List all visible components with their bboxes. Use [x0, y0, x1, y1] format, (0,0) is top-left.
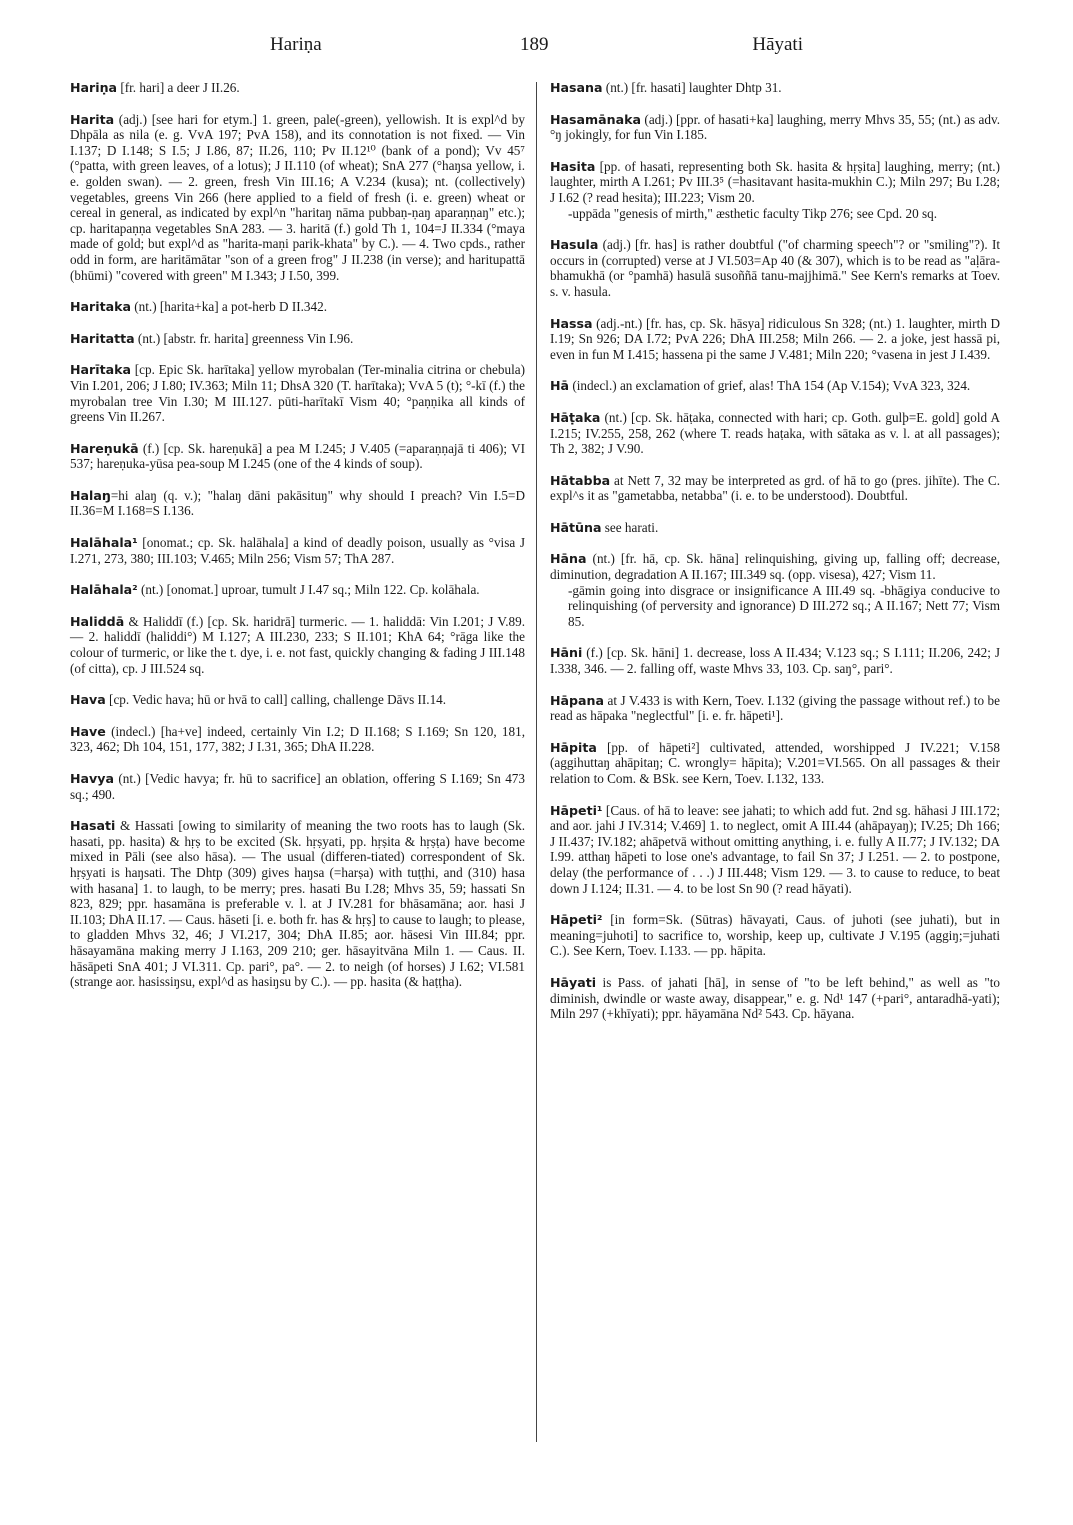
dictionary-entry [70, 362, 525, 424]
entry-definition: [cp. Epic Sk. harītaka] yellow myrobalan (Ter-minalia citrina or chebula) Vin I.201, 206; J I.80; IV.363; Miln 11; DhsA 320 (T. harītaka); VvA 5 (t); °-kī (f.) the myrobalan tree Vin I.30; M III.127. pūti-harītakī Vism 40; °paṇṇika all kinds of greens Vin II.267. [70, 362, 525, 425]
entry-headword: Halāhala² [70, 582, 138, 598]
entry-definition: [fr. hari] a deer J II.26. [117, 80, 240, 95]
entry-definition: [pp. of hasati, representing both Sk. hasita & hṛṣita] laughing, merry; (nt.) laughter, mirth A I.261; Pv III.3⁵ (=hasitavant hasita-mukhin C.); Miln 297; Bu I.28; J I.62 (? read hesita); III.223; Vism 20. [550, 158, 1000, 205]
entry-definition: (nt.) [abstr. fr. harita] greenness Vin I.96. [134, 330, 354, 346]
dictionary-entry [70, 299, 525, 315]
entry-headword: Harītaka [70, 362, 131, 378]
entry-headword: Hāni [550, 645, 583, 661]
entry-definition: & Haliddī (f.) [cp. Sk. haridrā] turmeric. — 1. haliddā: Vin I.201; J V.89. — 2. haliddī (haliddi°) M I.127; A III.230, 233; S II.101; KhA 64; °rāga like the colour of turmeric, or like the t. dye, i. e. not fast, quickly changing & fading J III.148 (of citta), cp. J III.524 sq. [70, 613, 525, 676]
entry-headword: Hasita [550, 158, 596, 174]
dictionary-entry [70, 488, 525, 519]
page-number: 189 [520, 34, 549, 55]
dictionary-entry [550, 975, 1000, 1022]
dictionary-entry [550, 520, 1000, 536]
entry-headword: Hassa [550, 315, 593, 331]
entry-definition: =hi alaŋ (q. v.); "halaŋ dāni pakāsituŋ" why should I preach? Vin I.5=D II.36=M I.168=S I.136. [70, 487, 525, 519]
column-divider [536, 82, 537, 1442]
entry-headword: Hasati [70, 818, 116, 834]
entry-headword: Harita [70, 111, 115, 127]
entry-definition: [Caus. of hā to leave: see jahati; to which add fut. 2nd sg. hāhasi J III.172; and aor. jahi J IV.314; V.469] 1. to neglect, omit A III.44 (ahāpayaŋ); IV.25; Dh 166; J II.437; IV.182; ahāpetvā without omitting anything, i. e. fully A II.77; J IV.132; DA I.99. atthaŋ hāpeti to lose one's advantage, to fail Sn 37; J I.251. — 2. to postpone, delay (the performance of . . .) J III.448; Vism 129. — 3. to cause to reduce, to beat down J I.124; II.31. — 4. to be lost Sn 90 (? read hāyati). [550, 802, 1000, 896]
entry-definition: is Pass. of jahati [hā], in sense of "to be left behind," as well as "to diminish, dwindle or waste away, disappear," e. g. Nd¹ 147 (+pari°, antaradhā-yati); Miln 297 (+khīyati); ppr. hāyamāna Nd² 543. Cp. hāyana. [550, 974, 1000, 1022]
entry-headword: Hava [70, 692, 106, 708]
dictionary-entry [550, 693, 1000, 724]
entry-definition: (nt.) [onomat.] uproar, tumult J I.47 sq.; Miln 122. Cp. kolāhala. [137, 582, 480, 598]
entry-headword: Hasamānaka [550, 111, 641, 127]
entry-definition: (f.) [cp. Sk. hareṇukā] a pea M I.245; J V.405 (=aparaṇṇajā ti 406); VI 537; hareṇuka-yūsa pea-soup M I.245 (one of the 4 kinds of soup). [70, 440, 525, 472]
dictionary-entry [70, 582, 525, 598]
entry-headword: Have [70, 723, 106, 739]
entry-definition: at J V.433 is with Kern, Toev. I.132 (giving the passage without ref.) to be read as hāpaka "neglectful" [i. e. fr. hāpeti¹]. [550, 692, 1000, 724]
entry-definition: see harati. [601, 519, 659, 535]
dictionary-entry [70, 724, 525, 755]
entry-headword: Hātūna [550, 519, 602, 535]
dictionary-entry [550, 912, 1000, 959]
entry-definition: (adj.) [see hari for etym.] 1. green, pale(-green), yellowish. It is expl^d by Dhpāla as nila (e. g. VvA 197; PvA 158), and its connotation is not fixed. — Vin I.137; D I.148; S I.5; J I.86, 87; II.26, 110; Pv II.12¹⁰ (bank of a pond); Vv 45⁷ (°patta, with green leaves, of a lotus); J II.110 (of wheat); SnA 277 (°haŋsa yellow, i. e. golden swan). — 2. green, fresh Vin III.16; A V.234 (kusa); nt. (collectively) vegetables, greens Vin 266 (here applied to a field of fresh (i. e. green) wheat or cereal in general, as indicated by expl^n "haritaŋ nāma pubbaṇ-ṇaŋ aparaṇṇaŋ" etc.); cp. haritapaṇṇa vegetables SnA 283. — 3. haritā (f.) gold Th 1, 104=J II.334 (°maya made of gold; but expl^d as "harita-maṇi parik-khata" by C.). — 4. Two cpds., rather odd in form, are haritāmātar "son of a green frog" J II.238 (in verse); and haritupattā (bhūmi) "covered with green" M I.343; J I.50, 399. [70, 111, 525, 283]
entry-headword: Hāpita [550, 739, 597, 755]
entry-headword: Hasana [550, 80, 603, 95]
dictionary-entry [70, 112, 525, 284]
entry-definition: (adj.-nt.) [fr. has, cp. Sk. hāsya] ridiculous Sn 328; (nt.) 1. laughter, mirth D I.19; Sn 926; DA I.72; PvA 226; DhA III.258; Miln 266. — 2. a joke, jest hassā pi, even in fun M I.415; hassena pi the same J V.481; Miln 220; °vasena in jest J I.439. [550, 315, 1000, 362]
entry-headword: Haritatta [70, 330, 135, 346]
dictionary-entry [70, 692, 525, 708]
dictionary-entry [550, 410, 1000, 457]
dictionary-entry [70, 535, 525, 566]
entry-headword: Hāpana [550, 692, 605, 708]
dictionary-entry [550, 159, 1000, 221]
entry-definition: (nt.) [cp. Sk. hāṭaka, connected with hari; cp. Goth. gulþ=E. gold] gold A I.215; IV.255, 258, 262 (where T. reads haṭaka, with sātaka as v. l. at all passages); Th 2, 382; J V.90. [550, 409, 1000, 457]
dictionary-entry [70, 614, 525, 676]
entry-definition: & Hassati [owing to similarity of meaning the two roots has to laugh (Sk. hasati, pp. hasita) & hṛṣ to be excited (Sk. hṛṣyati, pp. hṛṣita & hṛṣṭa) have become mixed in Pāli (see also hāsa). — The usual (differen-tiated) correspondent of Sk. hṛṣyati is haŋsati. The Dhtp (309) gives haŋsa (=harṣa) with tuṭṭhi, and (310) hasa with hasana] 1. to laugh, to be merry; pres. hasati Bu I.28; Mhvs 35, 59; hassati Sn 823, 829; ppr. hasamāna is preferable v. l. at J IV.281 for bhāsamāna; aor. hasi J II.103; DhA II.17. — Caus. hāseti [i. e. both fr. has & hṛṣ] to cause to laugh; to please, to gladden Mhvs 32, 46; J VI.217, 304; DhA II.85; aor. hāsesi Vin III.84; ppr. hāsayamāna making merry J I.163, 209 210; ger. hāsayitvāna Miln 1. — Caus. II. hāsāpeti SnA 401; J VI.311. Cp. pari°, pa°. — 2. to neigh (of horses) J I.62; VI.581 (strange aor. hasissiŋsu, expl^d as hasiŋsu by C.). — pp. hasita (& haṭṭha). [70, 818, 525, 990]
header-right-guideword: Hāyati [752, 34, 803, 55]
left-column [70, 80, 525, 1006]
entry-headword: Hariṇa [70, 80, 118, 95]
entry-definition: (nt.) [harita+ka] a pot-herb D II.342. [130, 299, 327, 315]
entry-headword: Hāyati [550, 974, 597, 990]
entry-headword: Halāhala¹ [70, 535, 138, 551]
dictionary-entry [70, 771, 525, 802]
dictionary-entry [550, 803, 1000, 897]
entry-headword: Haliddā [70, 613, 125, 629]
entry-compounds: -gāmin going into disgrace or insignificance A III.49 sq. -bhāgiya conducive to relinquishing (of perversity and ignorance) D III.272 sq.; A II.167; Nett 77; Vism 85. [568, 582, 1000, 629]
entry-headword: Haritaka [70, 299, 131, 315]
dictionary-entry [550, 237, 1000, 299]
entry-definition: (nt.) [fr. hasati] laughter Dhtp 31. [602, 80, 782, 95]
dictionary-entry [550, 80, 1000, 96]
entry-definition: [in form=Sk. (Sūtras) hāvayati, Caus. of juhoti (see juhati), but in meaning=juhoti] to sacrifice to, worship, keep up, cultivate J V.195 (aggiŋ;=juhati C.). See Kern, Toev. I.133. — pp. hāpita. [550, 912, 1000, 959]
entry-headword: Havya [70, 771, 114, 786]
header-left-guideword: Hariṇa [270, 34, 322, 55]
entry-definition: (adj.) [ppr. of hasati+ka] laughing, merry Mhvs 35, 55; (nt.) as adv. °ŋ jokingly, for fun Vin I.185. [550, 111, 1000, 143]
entry-definition: (indecl.) an exclamation of grief, alas! ThA 154 (Ap V.154); VvA 323, 324. [569, 378, 971, 394]
entry-definition: [cp. Vedic hava; hū or hvā to call] calling, challenge Dāvs II.14. [105, 692, 447, 708]
dictionary-entry [70, 331, 525, 347]
entry-definition: (nt.) [fr. hā, cp. Sk. hāna] relinquishing, giving up, falling off; decrease, diminution, degradation A II.167; III.349 sq. (opp. visesa), 427; Vism 11. [550, 551, 1000, 583]
dictionary-entry [550, 473, 1000, 504]
right-column [550, 80, 1000, 1038]
dictionary-entry [70, 441, 525, 472]
entry-headword: Hā [550, 378, 570, 394]
entry-headword: Hasula [550, 237, 599, 253]
entry-headword: Hāpeti¹ [550, 802, 603, 818]
entry-definition: (f.) [cp. Sk. hāni] 1. decrease, loss A II.434; V.123 sq.; S I.111; II.206, 242; J I.338, 346. — 2. falling off, waste Mhvs 33, 103. Cp. saŋ°, pari°. [550, 645, 1000, 677]
entry-headword: Hātabba [550, 472, 611, 488]
entry-headword: Halaŋ [70, 487, 111, 503]
entry-compounds: -uppāda "genesis of mirth," æsthetic faculty Tikp 276; see Cpd. 20 sq. [568, 205, 937, 221]
dictionary-entry [550, 740, 1000, 787]
dictionary-entry [550, 316, 1000, 363]
dictionary-entry [70, 818, 525, 990]
page-header [70, 34, 1003, 64]
entry-definition: (nt.) [Vedic havya; fr. hū to sacrifice] an oblation, offering S I.169; Sn 473 sq.; 490. [70, 771, 525, 802]
entry-definition: (indecl.) [ha+ve] indeed, certainly Vin I.2; D II.168; S I.169; Sn 120, 181, 323, 462; Dh 104, 151, 177, 382; J I.31, 365; DhA II.228. [70, 723, 525, 755]
entry-definition: [onomat.; cp. Sk. halāhala] a kind of deadly poison, usually as °visa J I.271, 273, 380; III.103; V.465; Miln 256; Vism 57; ThA 287. [70, 535, 525, 566]
dictionary-entry [550, 645, 1000, 676]
dictionary-entry [70, 80, 525, 96]
entry-headword: Hareṇukā [70, 440, 139, 456]
entry-definition: [pp. of hāpeti²] cultivated, attended, worshipped J IV.221; V.158 (aggihuttaŋ ahāpitaŋ; C. wrongly= hāpita); V.201=VI.565. On all passages & their relation to Com. & BSk. see Kern, Toev. I.132, 133. [550, 739, 1000, 786]
entry-definition: at Nett 7, 32 may be interpreted as grd. of hā to go (pres. jihīte). The C. expl^s it as "gametabba, netabba" (i. e. to be understood). Doubtful. [550, 472, 1000, 504]
dictionary-entry [550, 378, 1000, 394]
entry-headword: Hāṭaka [550, 409, 601, 425]
dictionary-entry [550, 112, 1000, 143]
entry-headword: Hāna [550, 551, 587, 567]
entry-definition: (adj.) [fr. has] is rather doubtful ("of charming speech"? or "smiling"?). It occurs in (corrupted) verse at J VI.503=Ap 40 (& 307), which is to be read as "aḷāra-bhamukhā (or °pamhā) hasulā susoññā tanu-majjhimā." See Kern's remarks at Toev. s. v. hasula. [550, 237, 1000, 299]
entry-headword: Hāpeti² [550, 912, 603, 928]
dictionary-entry [550, 551, 1000, 629]
